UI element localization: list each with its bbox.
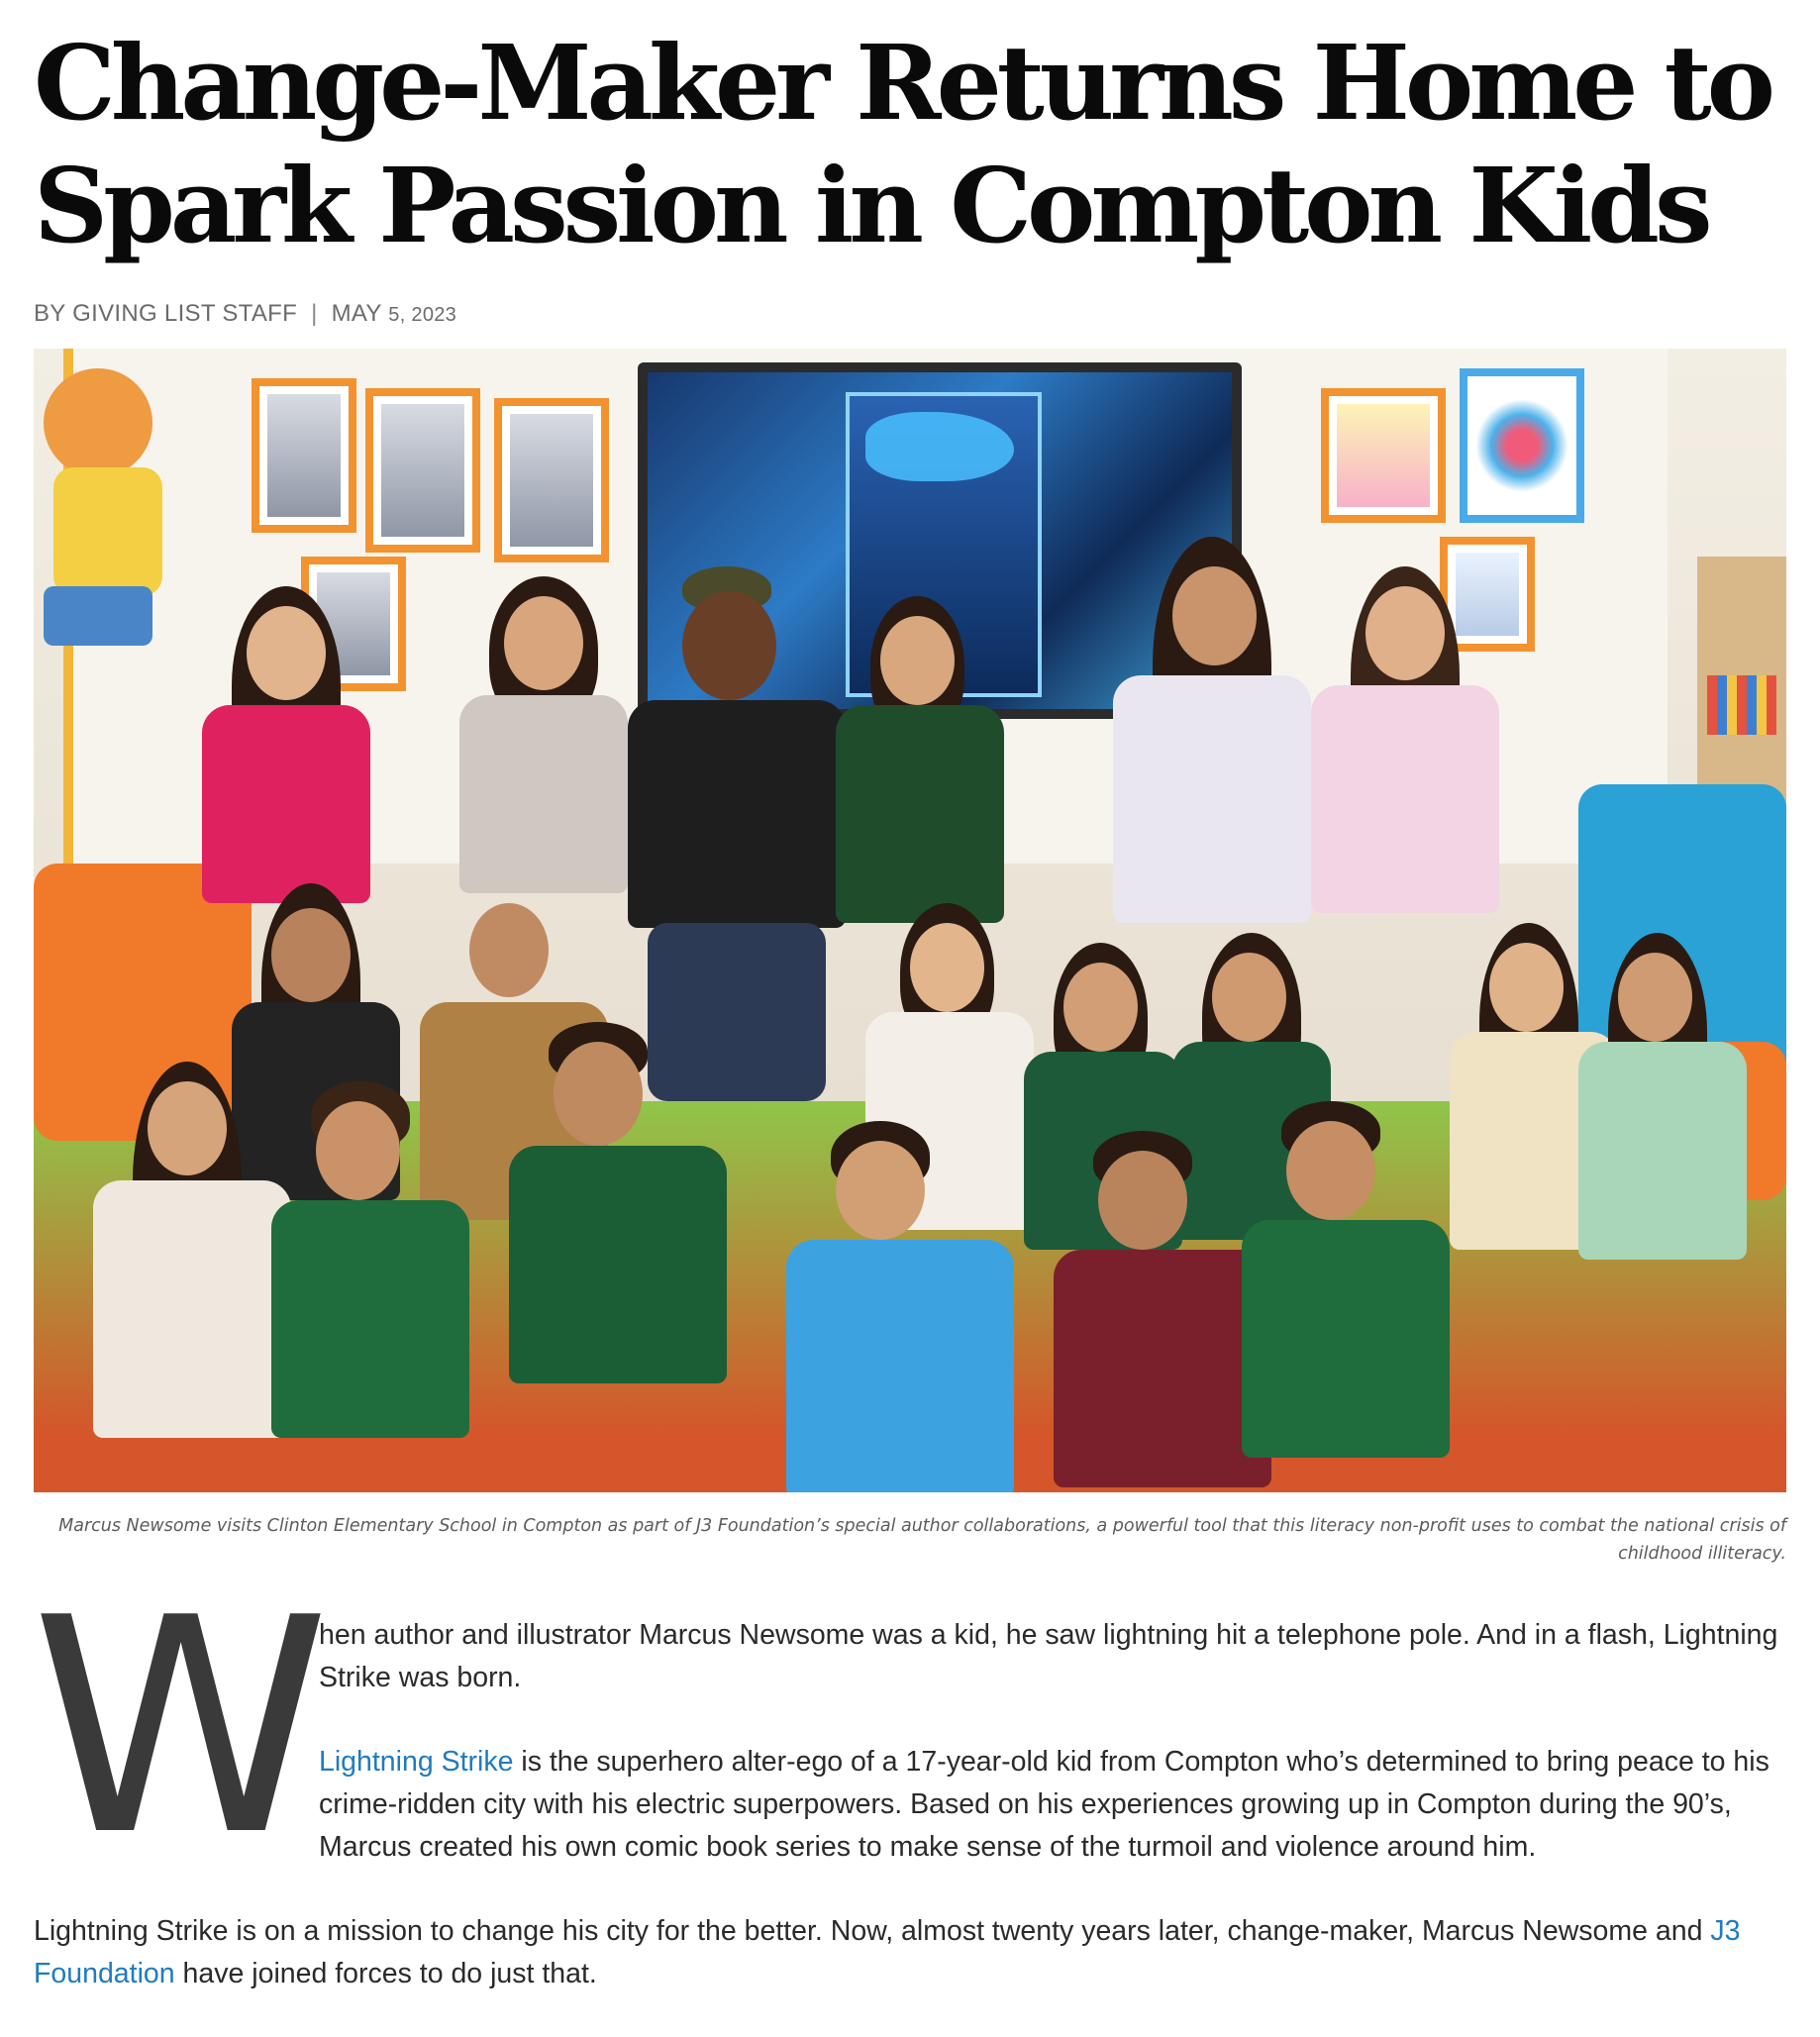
byline bbox=[34, 299, 1786, 329]
j3-foundation-link[interactable]: J3 Foundation bbox=[34, 1915, 1741, 1989]
headline-line-1: Change-Maker Returns Home to bbox=[34, 22, 1771, 144]
art-frame bbox=[365, 388, 480, 553]
paragraph-3-text: Lightning Strike is on a mission to change his city for the better. Now, almost twenty years later, change-maker, Marcus Newsome and bbox=[34, 1915, 1711, 1947]
paragraph-2-text: is the superhero alter-ego of a 17-year-old kid from Compton who’s determined to bring peace to his crime-ridden city with his electric superpowers. Based on his experiences growing up in Compton during the 90’s, Marcus created his own comic book series to make sense of the turmoil and violence around him. bbox=[319, 1746, 1769, 1863]
byline-author: BY GIVING LIST STAFF bbox=[34, 300, 298, 327]
lightning-strike-link[interactable]: Lightning Strike bbox=[319, 1746, 514, 1778]
byline-date-month: MAY bbox=[331, 300, 382, 327]
art-frame bbox=[1321, 388, 1446, 523]
art-frame bbox=[252, 378, 356, 533]
byline-date-day-year: 5, 2023 bbox=[388, 304, 457, 326]
headline-line-2: Spark Passion in Compton Kids bbox=[34, 145, 1708, 266]
paragraph-3 bbox=[34, 1910, 1786, 1995]
hero-photo bbox=[34, 349, 1786, 1492]
paragraph-3-end: have joined forces to do just that. bbox=[174, 1958, 597, 1989]
byline-separator: | bbox=[311, 300, 318, 327]
drop-cap: W bbox=[31, 1555, 311, 1900]
art-frame bbox=[494, 398, 609, 562]
page-title bbox=[34, 0, 1786, 267]
article-body bbox=[31, 1555, 1786, 2037]
article bbox=[31, 0, 1786, 1989]
photo-caption: Marcus Newsome visits Clinton Elementary School in Compton as part of J3 Foundation’s special author collaborations, a powerful tool that this literacy non-profit uses to combat the national crisis of childhood illiteracy. bbox=[58, 1516, 1786, 1564]
art-frame bbox=[1460, 368, 1584, 523]
cartoon-character-poster bbox=[34, 349, 182, 675]
paragraph-1: hen author and illustrator Marcus Newsome was a kid, he saw lightning hit a telephone pole. And in a flash, Lightning Strike was born. bbox=[319, 1619, 1778, 1693]
